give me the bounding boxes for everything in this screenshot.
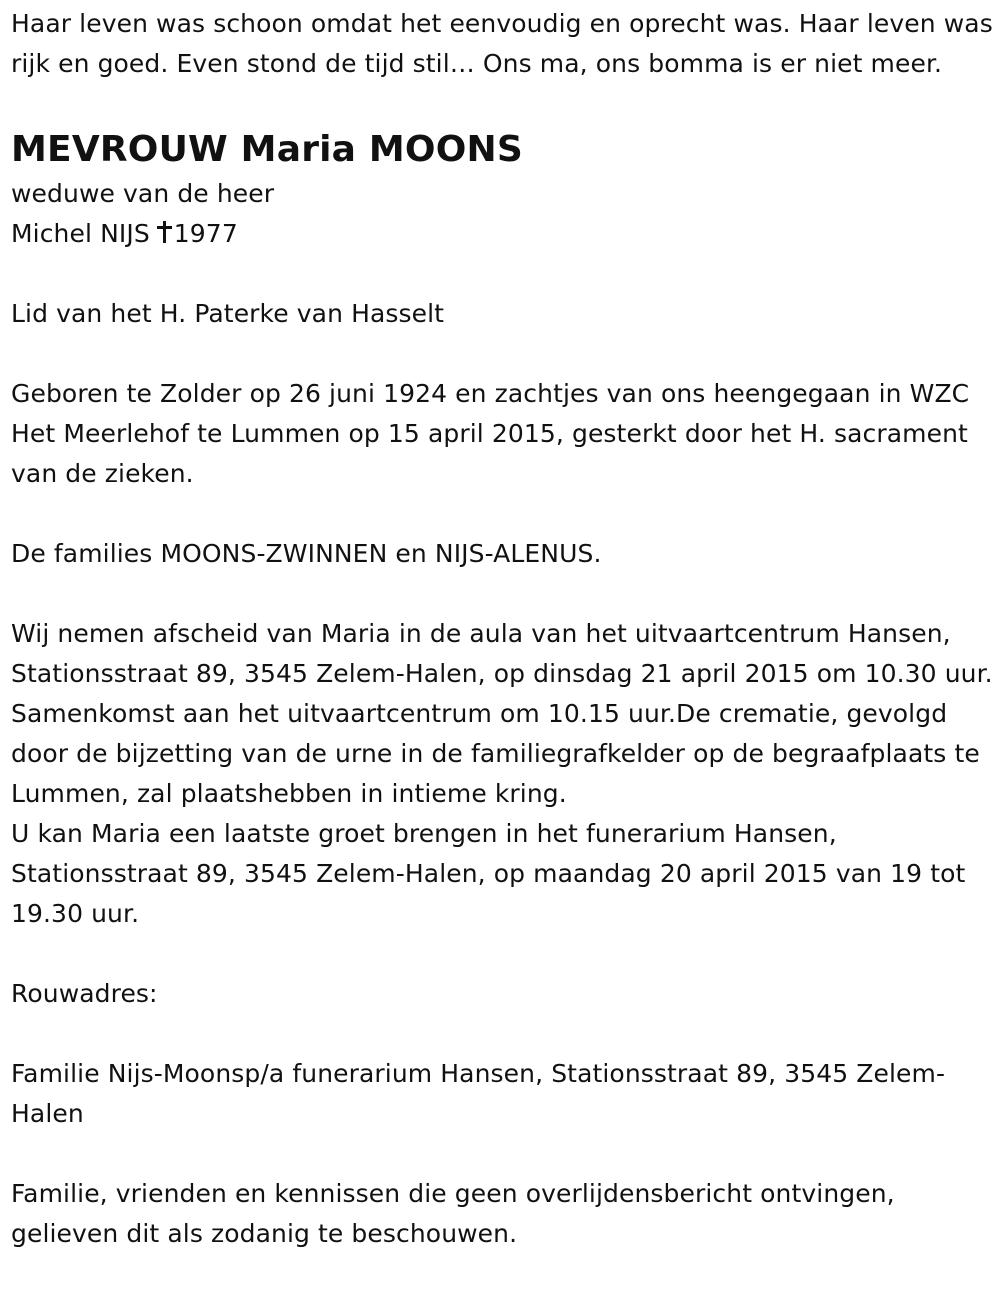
spacer [11,254,993,294]
closing-text: Familie, vrienden en kennissen die geen overlijdensbericht ontvingen, gelieven dit als zodanig te beschouwen. [11,1179,895,1248]
visitation-text: U kan Maria een laatste groet brengen in het funerarium Hansen, Stationsstraat 89, 3545 Zelem-Halen, op maandag 20 april 2015 van 19 tot 19.30 uur. [11,819,966,928]
birth-death-text: Geboren te Zolder op 26 juni 1924 en zachtjes van ons heengegaan in WZC Het Meerlehof te Lummen op 15 april 2015, gesterkt door het H. sacrament van de zieken. [11,379,970,488]
husband-line [11,214,993,254]
spacer [11,1134,993,1174]
husband-name: Michel NIJS [11,219,150,248]
rouwadres-text: Familie Nijs-Moonsp/a funerarium Hansen, Stationsstraat 89, 3545 Zelem-Halen [11,1059,946,1128]
spacer [11,1014,993,1054]
husband-death-year: 1977 [173,219,238,248]
spacer [11,494,993,534]
spacer [11,574,993,614]
intro-text: Haar leven was schoon omdat het eenvoudig en oprecht was. Haar leven was rijk en goed. Even stond de tijd stil… Ons ma, ons bomma is er niet meer. [11,9,993,78]
families-text: De families MOONS-ZWINNEN en NIJS-ALENUS. [11,539,602,568]
cross-icon [156,221,172,243]
membership-text: Lid van het H. Paterke van Hasselt [11,299,445,328]
widow-line: weduwe van de heer [11,179,275,208]
rouwadres-label: Rouwadres: [11,979,158,1008]
spacer [11,334,993,374]
ceremony-text: Wij nemen afscheid van Maria in de aula van het uitvaartcentrum Hansen, Stationsstraat 89, 3545 Zelem-Halen, op dinsdag 21 april 2015 om 10.30 uur. Samenkomst aan het uitvaartcentrum om 10.15 uur.De crematie, gevolgd door de bijzetting van de urne in de familiegrafkelder op de begraafplaats te Lummen, zal plaatshebben in intieme kring. [11,619,993,808]
spacer [11,934,993,974]
obituary-document [11,0,993,1254]
deceased-name: MEVROUW Maria MOONS [11,129,524,170]
